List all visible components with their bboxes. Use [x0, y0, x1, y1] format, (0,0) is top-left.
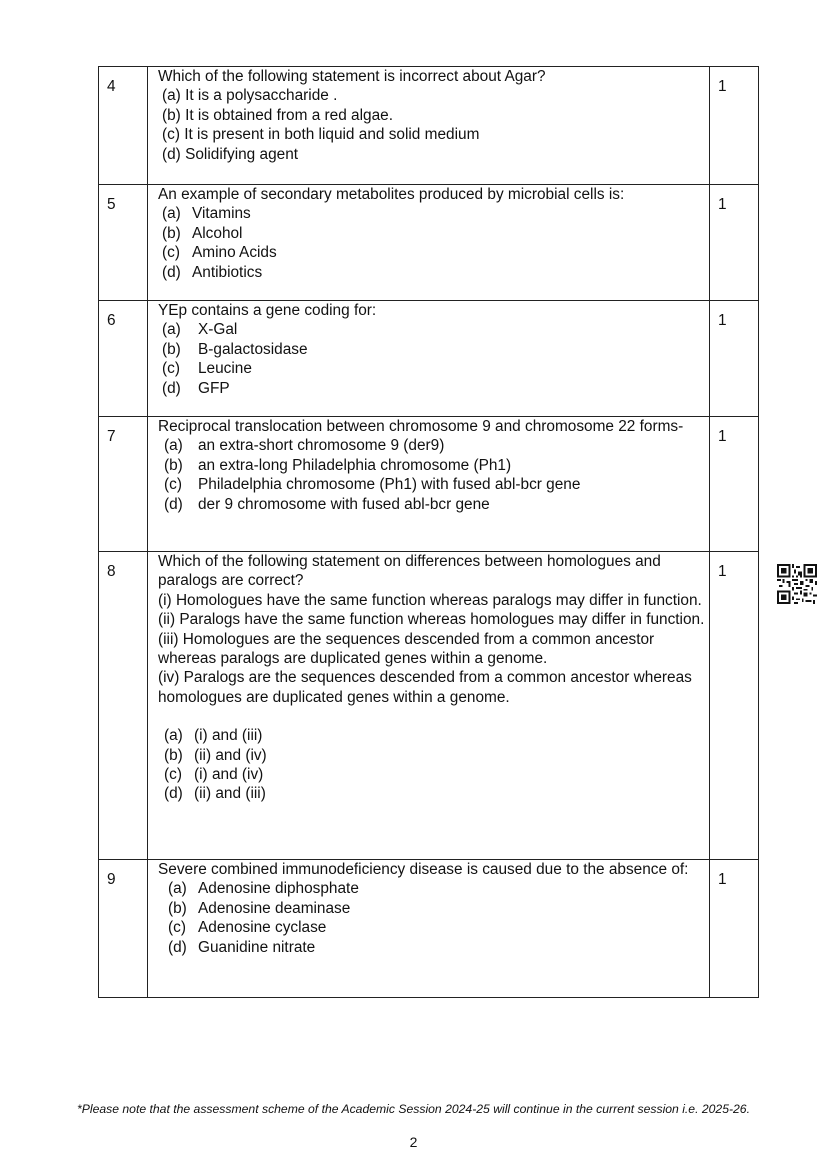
- question-body: [148, 552, 710, 860]
- question-marks: 1: [710, 185, 759, 301]
- statement: (iii) Homologues are the sequences descended from a common ancestor whereas paralogs are duplicated genes within a genome.: [158, 630, 655, 668]
- option: (c) (i) and (iv): [164, 766, 264, 784]
- question-row: [99, 552, 759, 860]
- question-stem: An example of secondary metabolites produced by microbial cells is:: [158, 186, 625, 203]
- question-stem: Severe combined immunodeficiency disease is caused due to the absence of:: [158, 861, 689, 878]
- option: (d) (ii) and (iii): [164, 785, 266, 803]
- statement: (ii) Paralogs have the same function whereas homologues may differ in function.: [158, 611, 705, 629]
- question-body: [148, 185, 710, 301]
- option: (d) der 9 chromosome with fused abl-bcr gene: [164, 495, 490, 513]
- question-number: 4: [99, 67, 148, 185]
- option: (b) Alcohol: [162, 224, 243, 242]
- option: (c) It is present in both liquid and solid medium: [162, 126, 480, 144]
- qr-code-icon: [777, 564, 817, 604]
- page-number: 2: [409, 1134, 418, 1150]
- question-stem: YEp contains a gene coding for:: [158, 302, 377, 319]
- question-table: [98, 66, 759, 998]
- question-row: [99, 417, 759, 552]
- option: (d) GFP: [162, 379, 230, 397]
- option: (a) X-Gal: [162, 321, 238, 339]
- footer-note: *Please note that the assessment scheme of the Academic Session 2024-25 will continue in the current session i.e. 2025-26.: [77, 1102, 750, 1116]
- question-body: [148, 417, 710, 552]
- option: (a) an extra-short chromosome 9 (der9): [164, 437, 445, 455]
- option: (d) Antibiotics: [162, 263, 263, 281]
- question-marks: 1: [710, 301, 759, 417]
- question-row: [99, 860, 759, 998]
- option: (d) Guanidine nitrate: [168, 938, 316, 956]
- question-body: [148, 67, 710, 185]
- option: (b) It is obtained from a red algae.: [162, 106, 393, 124]
- question-row: [99, 67, 759, 185]
- question-number: 7: [99, 417, 148, 552]
- option: (c) Amino Acids: [162, 244, 277, 262]
- option: (d) Solidifying agent: [162, 145, 299, 163]
- option: (b) Adenosine deaminase: [168, 899, 351, 917]
- question-marks: 1: [710, 417, 759, 552]
- option: (c) Leucine: [162, 360, 252, 378]
- question-number: 6: [99, 301, 148, 417]
- question-number: 8: [99, 552, 148, 860]
- option: (b) (ii) and (iv): [164, 746, 267, 764]
- option: (a) (i) and (iii): [164, 727, 263, 745]
- question-stem: Which of the following statement is incorrect about Agar?: [158, 68, 546, 85]
- question-marks: 1: [710, 860, 759, 998]
- option: (c) Philadelphia chromosome (Ph1) with fused abl-bcr gene: [164, 476, 581, 494]
- question-body: [148, 860, 710, 998]
- question-marks: 1: [710, 67, 759, 185]
- question-row: [99, 185, 759, 301]
- option: (b) an extra-long Philadelphia chromosome (Ph1): [164, 456, 512, 474]
- option: (c) Adenosine cyclase: [168, 919, 327, 937]
- question-marks: 1: [710, 552, 759, 860]
- statement: (i) Homologues have the same function whereas paralogs may differ in function.: [158, 591, 702, 609]
- question-number: 5: [99, 185, 148, 301]
- option: (b) B-galactosidase: [162, 340, 308, 358]
- question-number: 9: [99, 860, 148, 998]
- question-row: [99, 301, 759, 417]
- statement: (iv) Paralogs are the sequences descended from a common ancestor whereas homologues are duplicated genes within a genome.: [158, 669, 692, 706]
- question-stem: Which of the following statement on differences between homologues and paralogs are correct?: [158, 553, 661, 590]
- option: (a) It is a polysaccharide .: [162, 87, 338, 105]
- option: (a) Vitamins: [162, 205, 251, 223]
- option: (a) Adenosine diphosphate: [168, 880, 359, 898]
- question-body: [148, 301, 710, 417]
- question-stem: Reciprocal translocation between chromosome 9 and chromosome 22 forms-: [158, 418, 684, 435]
